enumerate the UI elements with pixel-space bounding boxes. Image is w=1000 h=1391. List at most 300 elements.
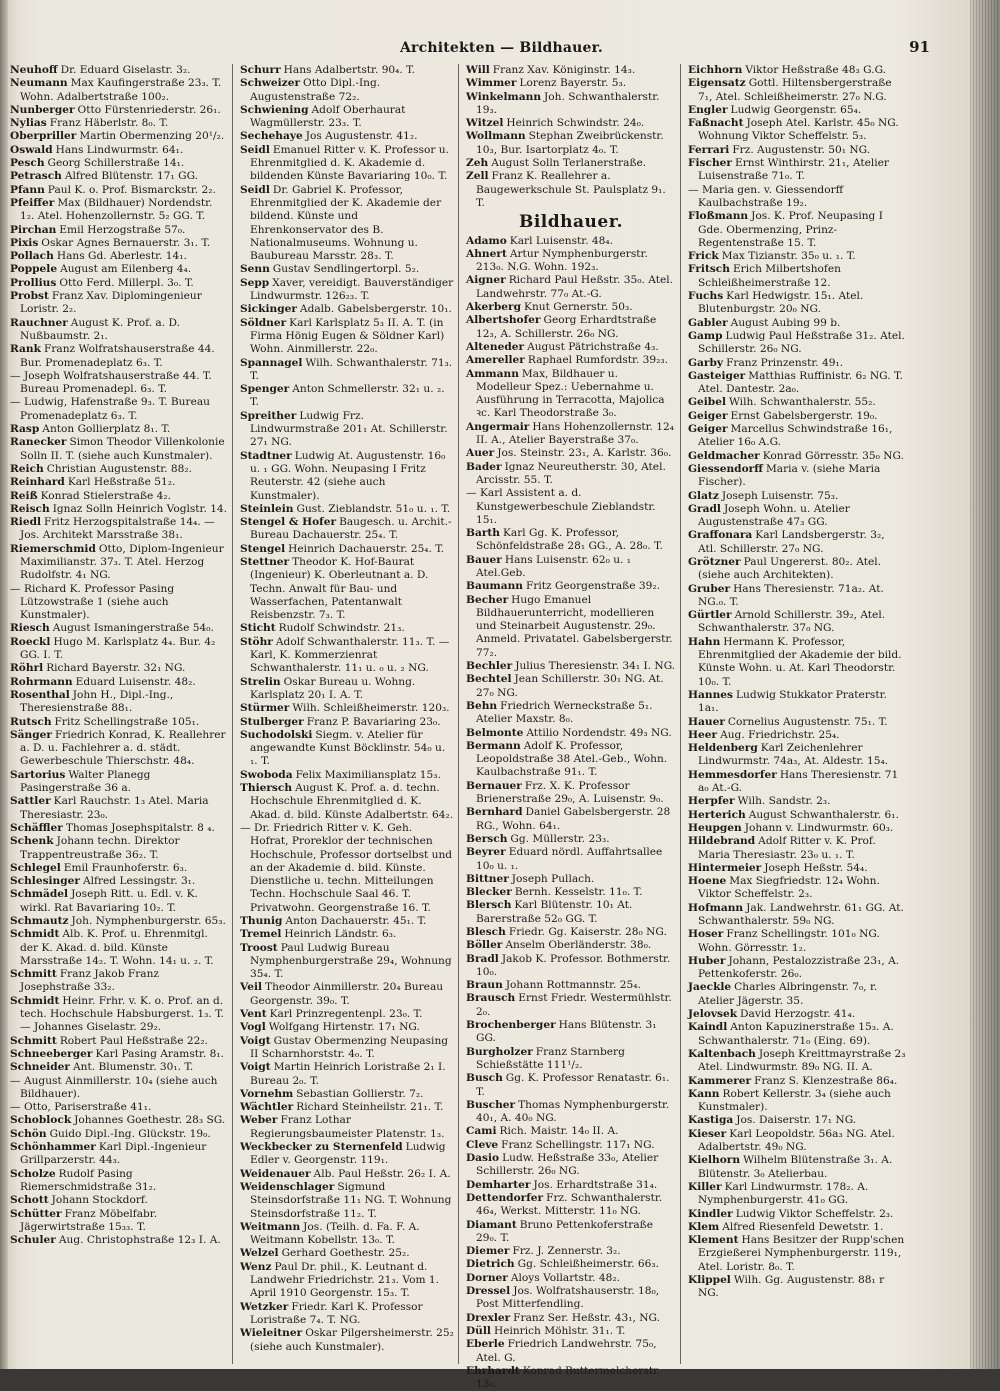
directory-entry: [466, 117, 676, 130]
entry-details: Gg. K. Professor Renatastr. 6₁. T.: [476, 1072, 670, 1098]
directory-entry: [240, 450, 454, 503]
entry-name: Oberpriller: [10, 130, 77, 143]
entry-name: Voigt: [240, 1034, 271, 1047]
entry-name: Zell: [466, 170, 489, 183]
entry-details: Anton Schmellerstr. 32₁ u. ₂. T.: [250, 383, 445, 409]
directory-entry: [466, 1258, 676, 1271]
directory-entry: [466, 806, 676, 833]
directory-entry: [688, 862, 906, 875]
entry-details: Siegm. v. Atelier für angewandte Kunst Böcklinstr. 54₀ u. ₁. T.: [250, 728, 446, 768]
entry-details: Ludw. Heßstraße 33₀, Atelier Schillerstr. 26₀ NG.: [476, 1152, 659, 1178]
entry-name: Rasp: [10, 423, 40, 436]
entry-details: Rich. Maistr. 14₀ II. A.: [499, 1125, 619, 1138]
directory-entry: [688, 1048, 906, 1075]
directory-entry: [240, 729, 454, 769]
directory-entry: [466, 1125, 676, 1138]
directory-entry: [688, 742, 906, 769]
directory-entry: [240, 1088, 454, 1101]
directory-entry: [240, 1301, 454, 1328]
entry-details: Felix Maximiliansplatz 15₃.: [295, 768, 441, 781]
directory-entry: [688, 490, 906, 503]
directory-entry: [240, 303, 454, 316]
entry-details: Heinrich Schwindstr. 24₀.: [506, 117, 645, 130]
entry-name: Stettner: [240, 555, 290, 568]
directory-entry: [466, 673, 676, 700]
entry-details: Karl Hedwigstr. 15₁. Atel. Blutenburgstr. 20₀ NG.: [698, 290, 864, 316]
directory-entry: [10, 676, 228, 689]
entry-details: Aug. Friedrichstr. 25₄.: [720, 728, 840, 741]
entry-name: Hildebrand: [688, 835, 756, 848]
entry-name: Rosenthal: [10, 688, 70, 701]
entry-name: Jaeckle: [688, 981, 732, 994]
entry-details: — August Ainmillerstr. 10₄ (siehe auch Bildhauer).: [10, 1074, 218, 1100]
entry-details: Karl Gg. K. Professor, Schönfeldstraße 28₁ GG., A. 28₀. T.: [476, 527, 663, 553]
entry-details: Karl Luisenstr. 48₄.: [509, 234, 614, 247]
directory-entry: [466, 354, 676, 367]
directory-entry: [240, 702, 454, 715]
entry-details: Wilh. Sandstr. 2₃.: [737, 795, 831, 808]
directory-entry: [466, 447, 676, 460]
entry-name: Angermair: [466, 420, 530, 433]
directory-entry: [466, 1272, 676, 1285]
entry-name: Rohrmann: [10, 675, 73, 688]
directory-entry: [466, 873, 676, 886]
entry-details: Hans Adalbertstr. 90₄. T.: [283, 64, 416, 76]
entry-details: Hugo M. Karlsplatz 4₄. Bur. 4₂ GG. I. T.: [20, 635, 216, 662]
entry-name: Kann: [688, 1087, 720, 1100]
entry-name: Reinhard: [10, 476, 65, 489]
entry-details: August Pätrichstraße 4₃.: [527, 340, 659, 353]
entry-name: Auer: [466, 447, 495, 460]
entry-name: Heldenberg: [688, 742, 758, 755]
directory-entry: [10, 1128, 228, 1141]
entry-details: Paul K. o. Prof. Bismarckstr. 2₂.: [47, 183, 216, 196]
entry-name: Hauer: [688, 715, 725, 728]
entry-name: Spenger: [240, 383, 290, 396]
entry-details: August Ismaningerstraße 54₀.: [52, 622, 214, 635]
entry-name: Hemmesdorfer: [688, 768, 777, 781]
directory-entry: [10, 622, 228, 635]
entry-details: Friedr. Karl K. Professor Loristraße 7₄. T. NG.: [250, 1300, 423, 1326]
entry-details: Bernh. Kesselstr. 11₀. T.: [514, 886, 643, 899]
directory-entry: [240, 263, 454, 276]
directory-entry: [466, 157, 676, 170]
directory-entry: [466, 780, 676, 807]
directory-entry: [466, 1219, 676, 1246]
entry-name: Reisch: [10, 502, 50, 515]
entry-name: Ammann: [466, 367, 519, 380]
directory-entry: [466, 700, 676, 727]
directory-entry: [240, 357, 454, 384]
directory-entry: [10, 1101, 228, 1114]
directory-entry: [688, 822, 906, 835]
directory-entry: [240, 410, 454, 450]
entry-details: Karl Lindwurmstr. 178₂. A. Nymphenburgerstr. 41₀ GG.: [698, 1180, 869, 1207]
directory-entry: [10, 543, 228, 583]
entry-details: Joseph Luisenstr. 75₃.: [721, 489, 839, 502]
directory-entry: [688, 689, 906, 716]
entry-name: Faßnacht: [688, 117, 744, 130]
entry-details: Heinr. Frhr. v. K. o. Prof. an d. tech. Hochschule Habsburgerst. 1₃. T. — Johannes Giselastr. 29₂.: [20, 994, 225, 1034]
entry-details: Arnold Schillerstr. 39₂, Atel. Schwanthalerstr. 37₀ NG.: [698, 609, 886, 635]
entry-name: Alteneder: [466, 340, 525, 353]
column-2: [236, 64, 459, 1364]
entry-details: Alb. K. Prof. u. Ehrenmitgl. der K. Akad. d. bild. Künste Marsstraße 14₂. T. Wohn. 14₁ u. ₂. T.: [20, 928, 214, 967]
entry-details: — Karl Assistent a. d. Kunstgewerbeschule Zieblandstr. 15₁.: [466, 487, 656, 526]
entry-details: Ignaz Solln Heinrich Voglstr. 14.: [52, 502, 228, 515]
entry-name: Blesch: [466, 926, 506, 938]
entry-details: Fritz Georgenstraße 39₂.: [526, 580, 660, 593]
entry-name: Bradl: [466, 952, 499, 965]
entry-details: Wilh. Schleißheimerstr. 120₃.: [292, 702, 450, 715]
directory-entry: [10, 117, 228, 130]
entry-details: Konrad Buttermelcherstr. 13₀.: [476, 1364, 661, 1391]
directory-entry: [688, 529, 906, 556]
entry-name: Schenk: [10, 835, 54, 848]
directory-entry: [688, 1088, 906, 1115]
entry-name: Hannes: [688, 688, 733, 701]
entry-name: Kindler: [688, 1207, 733, 1220]
entry-details: Franz P. Bavariaring 23₀.: [306, 715, 441, 728]
directory-entry: [10, 263, 228, 276]
directory-entry: [688, 835, 906, 862]
directory-entry: [10, 1168, 228, 1195]
directory-entry: [10, 396, 228, 423]
entry-name: Diamant: [466, 1218, 517, 1231]
entry-details: Karl Heßstraße 51₂.: [67, 476, 176, 489]
entry-details: Ludwig At. Augustenstr. 16₀ u. ₁ GG. Wohn. Neupasing I Fritz Reuterstr. 42 (siehe auch Kunstmaler).: [250, 449, 446, 502]
entry-details: Franz Schellingstr. 101₀ NG. Wohn. Görresstr. 1₂.: [698, 928, 880, 954]
entry-name: Buscher: [466, 1098, 516, 1111]
entry-name: Seidl: [240, 183, 270, 196]
entry-details: Eduard nördl. Auffahrtsallee 10₀ u. ₁.: [476, 846, 663, 872]
entry-name: Klem: [688, 1220, 720, 1233]
entry-details: Marcellus Schwindstraße 16₁, Atelier 16₀ A.G.: [698, 423, 893, 449]
directory-entry: [466, 1046, 676, 1073]
directory-entry: [10, 888, 228, 915]
directory-entry: [10, 503, 228, 516]
directory-entry: [688, 330, 906, 357]
entry-name: Ahnert: [466, 247, 507, 260]
directory-entry: [688, 503, 906, 530]
entry-details: Wilh. Schwanthalerstr. 55₂.: [728, 396, 876, 409]
directory-entry: [688, 955, 906, 982]
entry-details: Robert Paul Heßstraße 22₂.: [59, 1034, 208, 1047]
entry-name: Weckbecker zu Sternenfeld: [240, 1141, 403, 1154]
entry-details: Heinrich Möhlstr. 31₁. T.: [493, 1324, 626, 1337]
entry-name: Schmidt: [10, 994, 60, 1007]
column-3: [462, 64, 681, 1391]
directory-entry: [688, 636, 906, 689]
entry-name: Rauchner: [10, 316, 68, 329]
entry-details: Hans Blütenstr. 3₁ GG.: [476, 1019, 657, 1045]
entry-details: Jos Augustenstr. 41₂.: [305, 130, 418, 143]
entry-name: Steinlein: [240, 502, 294, 515]
directory-entry: [240, 622, 454, 635]
entry-details: August am Eilenberg 4₄.: [60, 263, 192, 276]
entry-name: Aigner: [466, 274, 506, 287]
directory-entry: [240, 1021, 454, 1034]
entry-details: Karl Blütenstr. 10₁ At. Barerstraße 52₀ GG. T.: [476, 899, 633, 925]
directory-entry: [10, 343, 228, 370]
entry-name: Becher: [466, 593, 509, 606]
entry-details: Hans Hohenzollernstr. 12₄ II. A., Atelier Bayerstraße 37₀.: [476, 420, 675, 447]
entry-name: Dasio: [466, 1152, 500, 1165]
entry-name: Schönhammer: [10, 1141, 96, 1154]
entry-details: Aug. Christophstraße 12₃ I. A.: [58, 1234, 221, 1247]
directory-entry: [10, 1075, 228, 1102]
entry-name: Hintermeier: [688, 861, 762, 874]
entry-name: Riemerschmid: [10, 542, 96, 555]
entry-details: Otto Fürstenriederstr. 26₁.: [77, 103, 221, 116]
entry-details: — Dr. Friedrich Ritter v. K. Geh. Hofrat, Proreklor der technischen Hochschule, Professor dortselbst und an der Akademie d. bild. Künste. Dienstliche u. techn. Mitteilungen Techn. Hochschule Saal 46. T. Privatwohn. Georgenstraße 16. T.: [240, 821, 453, 914]
entry-name: Wenz: [240, 1260, 272, 1273]
entry-name: Busch: [466, 1072, 503, 1085]
entry-details: Alb. Paul Heßstr. 26₂ I. A.: [313, 1167, 451, 1180]
directory-entry: [466, 341, 676, 354]
entry-details: Aloys Vollartstr. 48₂.: [510, 1271, 620, 1284]
entry-details: Gg. Müllerstr. 23₃.: [510, 832, 610, 845]
directory-entry: [240, 64, 454, 77]
directory-entry: [10, 995, 228, 1035]
entry-details: Jos. (Teilh. d. Fa. F. A. Weitmann Kobellstr. 13₀. T.: [250, 1220, 420, 1247]
entry-name: Schmädel: [10, 888, 69, 901]
directory-entry: [240, 1101, 454, 1114]
directory-entry: [10, 224, 228, 237]
entry-details: Anselm Oberländerstr. 38₀.: [505, 939, 652, 952]
directory-entry: [688, 729, 906, 742]
entry-name: Eberle: [466, 1338, 505, 1351]
directory-entry: [688, 795, 906, 808]
directory-entry: [466, 554, 676, 581]
directory-entry: [466, 833, 676, 846]
entry-name: Stulberger: [240, 715, 304, 728]
entry-name: Schlesinger: [10, 875, 80, 888]
directory-entry: [688, 210, 906, 250]
entry-name: Graffonara: [688, 529, 753, 542]
entry-details: — Joseph Wolfratshauserstraße 44. T. Bureau Promenadepl. 6₃. T.: [10, 369, 212, 396]
entry-details: Hans Theresienstr. 71a₂. At. NG.₀. T.: [698, 582, 884, 608]
entry-details: Ludwig Paul Heßstraße 31₂. Atel. Schillerstr. 26₀ NG.: [698, 329, 905, 356]
directory-entry: [10, 1035, 228, 1048]
page-number: 91: [909, 38, 930, 56]
entry-details: Adolf Ritter v. K. Prof. Maria Theresiastr. 23₀ u. ₁. T.: [698, 835, 876, 861]
directory-entry: [688, 104, 906, 117]
entry-details: Fritz Schellingstraße 105₁.: [54, 715, 200, 728]
entry-name: Ferrari: [688, 143, 730, 156]
entry-details: Thomas Josephspitalstr. 8 ₄.: [65, 821, 215, 834]
entry-name: Gruber: [688, 582, 731, 595]
directory-entry: [10, 423, 228, 436]
directory-entry: [240, 130, 454, 143]
entry-details: Franz K. Reallehrer a. Baugewerkschule St. Paulsplatz 9₁. T.: [476, 170, 666, 209]
entry-name: Rank: [10, 343, 41, 356]
entry-details: Jak. Landwehrstr. 61₁ GG. At. Schwanthalerstr. 59₀ NG.: [698, 901, 904, 927]
directory-entry: [10, 317, 228, 344]
entry-name: Amereller: [466, 354, 525, 367]
entry-name: Kammerer: [688, 1074, 752, 1087]
entry-details: Adalb. Gabelsbergerstr. 10₁.: [299, 303, 452, 316]
directory-entry: [688, 290, 906, 317]
directory-entry: [688, 1154, 906, 1181]
entry-name: Cleve: [466, 1138, 499, 1151]
entry-name: Adamo: [466, 234, 507, 247]
entry-details: Franz S. Klenzestraße 86₄.: [754, 1074, 898, 1087]
entry-name: Vogl: [240, 1021, 266, 1034]
running-title: Architekten — Bildhauer.: [400, 40, 603, 56]
entry-details: August Aubing 99 b.: [730, 316, 841, 329]
directory-entry: [466, 1285, 676, 1312]
entry-name: Grötzner: [688, 555, 741, 568]
entry-name: Gradl: [688, 502, 721, 515]
entry-details: Gerhard Goethestr. 25₂.: [281, 1247, 410, 1260]
entry-details: Viktor Heßstraße 48₃ G.G.: [745, 64, 887, 76]
entry-name: Heer: [688, 728, 718, 741]
entry-details: Karl Dipl.-Ingenieur Grillparzerstr. 44₃.: [20, 1141, 207, 1167]
entry-details: Jos. Erhardtstraße 31₄.: [533, 1178, 658, 1191]
entry-name: Probst: [10, 290, 49, 303]
directory-entry: [240, 782, 454, 822]
directory-entry: [240, 822, 454, 915]
directory-entry: [240, 1035, 454, 1062]
entry-details: Adolf Oberhaurat Wagmüllerstr. 23₃. T.: [250, 103, 406, 130]
directory-entry: [466, 368, 676, 421]
directory-entry: [240, 981, 454, 1008]
entry-name: Burgholzer: [466, 1045, 533, 1058]
directory-entry: [688, 370, 906, 397]
entry-details: Anton Gollierplatz 8₁. T.: [42, 423, 171, 436]
entry-name: Welzel: [240, 1247, 279, 1260]
entry-name: Dressel: [466, 1285, 511, 1298]
entry-details: Hans Gd. Aberlestr. 14₁.: [56, 250, 187, 263]
entry-name: Hofmann: [688, 901, 744, 914]
entry-name: Schmitt: [10, 1034, 57, 1047]
directory-entry: [240, 503, 454, 516]
directory-entry: [240, 915, 454, 928]
directory-entry: [10, 290, 228, 317]
entry-name: Schneider: [10, 1061, 70, 1074]
entry-name: Sechehaye: [240, 130, 303, 143]
entry-details: Jean Schillerstr. 30₁ NG. At. 27₀ NG.: [476, 673, 664, 699]
entry-details: Heinrich Ländstr. 6₃.: [284, 928, 397, 941]
entry-name: Fuchs: [688, 290, 724, 303]
entry-details: Max (Bildhauer) Nordendstr. 1₂. Atel. Hohenzollernstr. 5₂ GG. T.: [20, 196, 213, 223]
directory-entry: [688, 77, 906, 104]
directory-entry: [10, 463, 228, 476]
entry-details: Karl Landsbergerstr. 3₂, Atl. Schillerstr. 27₀ NG.: [698, 529, 885, 555]
entry-name: Scholze: [10, 1167, 56, 1180]
entry-details: Joseph Pullach.: [511, 872, 595, 885]
directory-entry: [688, 396, 906, 409]
entry-name: Behn: [466, 699, 498, 712]
directory-entry: [466, 1179, 676, 1192]
directory-entry: [10, 476, 228, 489]
directory-entry: [240, 77, 454, 104]
entry-name: Rutsch: [10, 715, 52, 728]
entry-name: Bernauer: [466, 779, 522, 792]
directory-columns: [6, 64, 911, 1391]
entry-details: Wilhelm Blütenstraße 3₁. A. Blütenstr. 3₀ Atelierbau.: [698, 1154, 893, 1180]
entry-name: Bernhard: [466, 806, 523, 819]
directory-entry: [466, 91, 676, 118]
entry-details: Paul Ludwig Bureau Nymphenburgerstraße 29₄, Wohnung 35₄. T.: [250, 941, 452, 981]
entry-name: Thunig: [240, 915, 283, 927]
directory-entry: [10, 1141, 228, 1168]
directory-entry: [688, 769, 906, 796]
entry-name: Wollmann: [466, 130, 526, 143]
entry-details: — Maria gen. v. Giessendorff Kaulbachstraße 19₂.: [688, 183, 844, 209]
entry-details: Gg. Schleißheimerstr. 66₃.: [517, 1258, 660, 1271]
entry-name: Stengel & Hofer: [240, 516, 337, 529]
entry-name: Riedl: [10, 516, 42, 529]
entry-name: Demharter: [466, 1178, 531, 1191]
entry-name: Herterich: [688, 808, 746, 821]
entry-details: Martin Obermenzing 20¹/₂.: [79, 130, 225, 143]
directory-entry: [240, 184, 454, 264]
entry-name: Brausch: [466, 992, 516, 1005]
directory-entry: [466, 1192, 676, 1219]
entry-details: Gustav Sendlingertorpl. 5₂.: [272, 263, 420, 276]
column-1: [6, 64, 233, 1364]
entry-name: Ranecker: [10, 436, 67, 449]
entry-name: Seidl: [240, 143, 270, 156]
entry-name: Winkelmann: [466, 90, 542, 103]
directory-entry: [10, 795, 228, 822]
entry-name: Schütter: [10, 1207, 62, 1220]
entry-name: Herpfer: [688, 795, 735, 808]
directory-entry: [10, 184, 228, 197]
directory-entry: [10, 1194, 228, 1207]
directory-entry: [240, 1114, 454, 1141]
directory-entry: [466, 301, 676, 314]
directory-entry: [688, 357, 906, 370]
directory-entry: [240, 317, 454, 357]
directory-entry: [688, 1008, 906, 1021]
entry-details: Hermann K. Professor, Ehrenmitglied der Akademie der bild. Künste Wohn. u. At. Karl Theodorstr. 10₀. T.: [698, 635, 902, 688]
directory-entry: [688, 410, 906, 423]
entry-name: Neumann: [10, 77, 68, 90]
directory-entry: [466, 926, 676, 939]
directory-entry: [10, 157, 228, 170]
entry-name: Ehrhardt: [466, 1364, 520, 1377]
entry-details: Franz Xav. Diplomingenieur Loristr. 2₂.: [20, 290, 202, 316]
directory-entry: [10, 662, 228, 675]
entry-name: Riesch: [10, 622, 50, 635]
directory-entry: [688, 556, 906, 583]
entry-name: Röhrl: [10, 662, 44, 675]
entry-name: Weidenauer: [240, 1167, 311, 1180]
entry-details: Frz. X. K. Professor Brienerstraße 29₀, A. Luisenstr. 9₀.: [476, 779, 664, 806]
directory-entry: [466, 1019, 676, 1046]
entry-details: Max Tizianstr. 35₀ u. ₁. T.: [721, 250, 856, 263]
directory-entry: [10, 862, 228, 875]
directory-entry: [10, 822, 228, 835]
directory-entry: [466, 77, 676, 90]
directory-entry: [240, 1181, 454, 1221]
directory-entry: [688, 981, 906, 1008]
entry-name: Schlegel: [10, 861, 61, 874]
directory-entry: [688, 423, 906, 450]
entry-details: Anton Kapuzinerstraße 15₃. A. Schwanthalerstr. 71₀ (Eing. 69).: [698, 1021, 894, 1047]
directory-entry: [688, 117, 906, 144]
directory-entry: [688, 1021, 906, 1048]
directory-entry: [688, 1075, 906, 1088]
entry-name: Wimmer: [466, 77, 517, 90]
entry-details: Frz. Schwanthalerstr. 46₄, Werkst. Mitterstr. 11₀ NG.: [476, 1191, 663, 1218]
entry-details: Joseph Wohn. u. Atelier Augustenstraße 47₃ GG.: [698, 502, 850, 529]
entry-name: Düll: [466, 1324, 491, 1337]
entry-name: Albertshofer: [466, 314, 541, 327]
